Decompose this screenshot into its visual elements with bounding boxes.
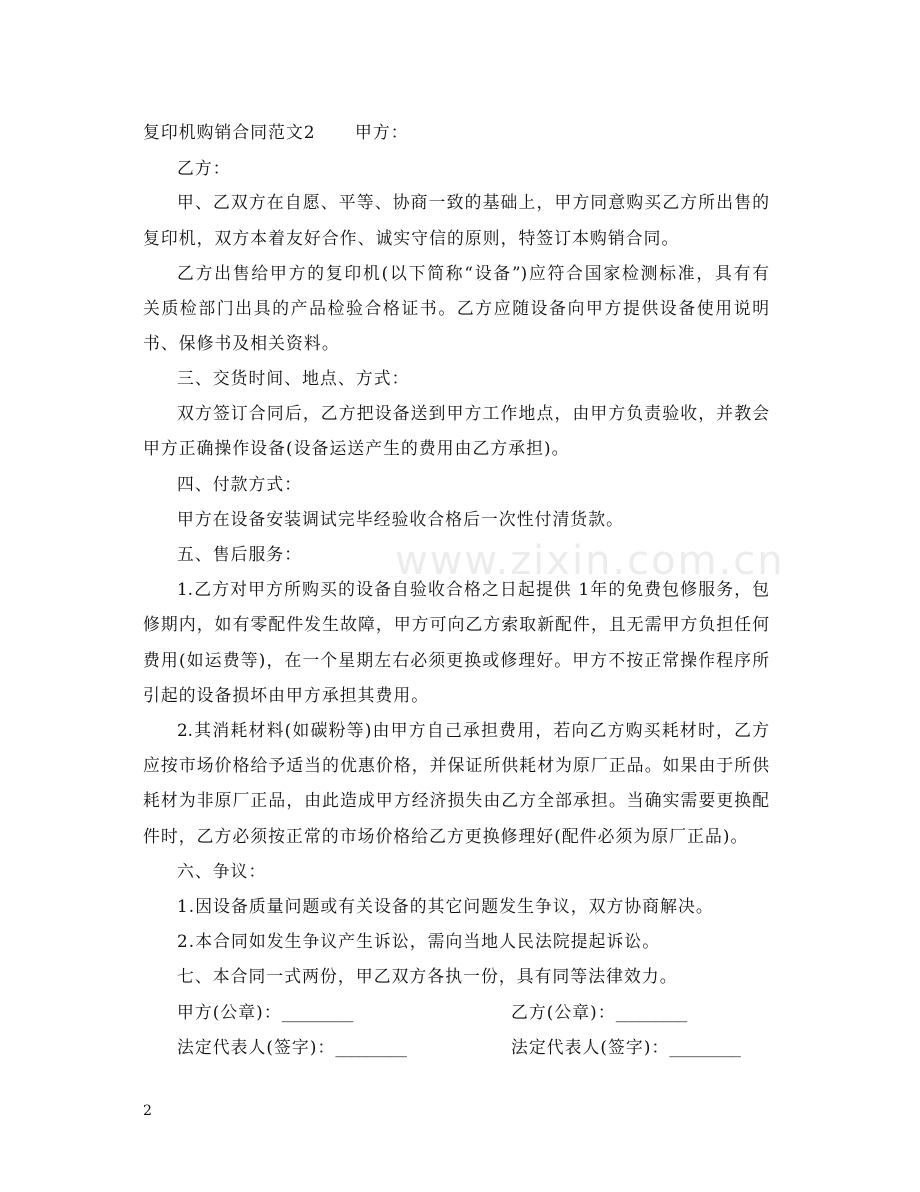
- party-a-label: 甲方：: [355, 122, 409, 142]
- signature-b-seal: [511, 1001, 687, 1023]
- paragraph-line: 应按市场价格给予适当的优惠价格，并保证所供耗材为原厂正品。如果由于所供: [143, 755, 769, 775]
- signature-b-representative: [511, 1036, 740, 1058]
- paragraph-line: 修期内，如有零配件发生故障，甲方可向乙方索取新配件，且无需甲方负担任何: [143, 614, 769, 634]
- paragraph-line: 乙方出售给甲方的复印机(以下简称“设备”)应符合国家检测标准，具有有: [177, 263, 769, 283]
- paragraph-line: 引起的设备损坏由甲方承担其费用。: [143, 685, 430, 705]
- signature-b-seal-label: 乙方(公章)：: [511, 1002, 616, 1022]
- signature-a-representative: [177, 1036, 406, 1058]
- party-b-label: 乙方：: [177, 158, 231, 178]
- document-title: 复印机购销合同范文2: [143, 122, 316, 142]
- paragraph-line: 复印机，双方本着友好合作、诚实守信的原则，特签订本购销合同。: [143, 228, 680, 248]
- section-heading: 四、付款方式：: [177, 474, 303, 494]
- paragraph-line: 甲方在设备安装调试完毕经验收合格后一次性付清货款。: [177, 509, 625, 529]
- paragraph-line: 1.因设备质量问题或有关设备的其它问题发生争议，双方协商解决。: [177, 896, 714, 916]
- page-number: 2: [143, 1103, 152, 1119]
- section-heading: 七、本合同一式两份，甲乙双方各执一份，具有同等法律效力。: [177, 966, 678, 986]
- paragraph-line: 2.其消耗材料(如碳粉等)由甲方自己承担费用，若向乙方购买耗材时，乙方: [177, 720, 769, 740]
- paragraph-line: 费用(如运费等)，在一个星期左右必须更换或修理好。甲方不按正常操作程序所: [143, 650, 769, 670]
- signature-a-seal: [177, 1001, 353, 1023]
- paragraph-line: 书、保修书及相关资料。: [143, 333, 340, 353]
- signature-b-rep-label: 法定代表人(签字)：: [511, 1037, 670, 1057]
- paragraph-line: 甲、乙双方在自愿、平等、协商一致的基础上，甲方同意购买乙方所出售的: [177, 192, 769, 212]
- paragraph-line: 耗材为非原厂正品，由此造成甲方经济损失由乙方全部承担。当确实需要更换配: [143, 790, 769, 810]
- signature-blank: _________: [615, 1002, 687, 1022]
- paragraph-line: 关质检部门出具的产品检验合格证书。乙方应随设备向甲方提供设备使用说明: [143, 298, 769, 318]
- signature-a-seal-label: 甲方(公章)：: [177, 1002, 282, 1022]
- signature-blank: _________: [335, 1037, 407, 1057]
- signature-blank: _________: [669, 1037, 741, 1057]
- paragraph-line: 甲方正确操作设备(设备运送产生的费用由乙方承担)。: [143, 438, 570, 458]
- section-heading: 五、售后服务：: [177, 544, 303, 564]
- section-heading: 三、交货时间、地点、方式：: [177, 368, 410, 388]
- section-heading: 六、争议：: [177, 861, 267, 881]
- paragraph-line: 件时，乙方必须按正常的市场价格给乙方更换修理好(配件必须为原厂正品)。: [143, 826, 749, 846]
- watermark-text: www.zixin.com.cn: [395, 538, 785, 584]
- paragraph-line: 1.乙方对甲方所购买的设备自验收合格之日起提供 1年的免费包修服务，包: [177, 579, 769, 599]
- signature-blank: _________: [281, 1002, 353, 1022]
- signature-a-rep-label: 法定代表人(签字)：: [177, 1037, 336, 1057]
- paragraph-line: 双方签订合同后，乙方把设备送到甲方工作地点，由甲方负责验收，并教会: [177, 403, 769, 423]
- paragraph-line: 2.本合同如发生争议产生诉讼，需向当地人民法院提起诉讼。: [177, 931, 661, 951]
